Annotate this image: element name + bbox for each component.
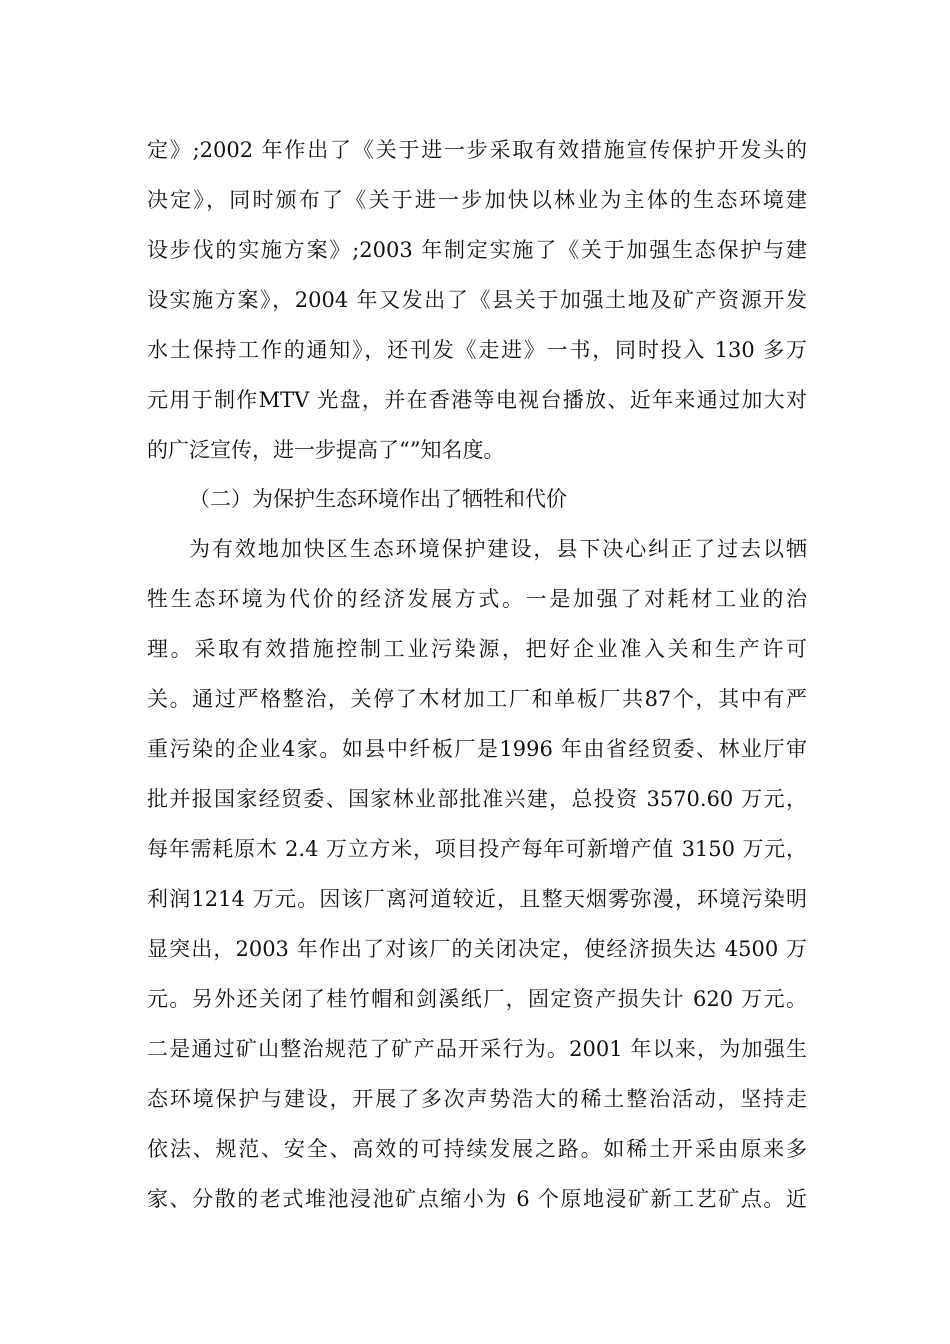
text-line: 显突出，2003 年作出了对该厂的关闭决定，使经济损失达 4500 万 [147, 937, 807, 961]
text-line: 元。另外还关闭了桂竹帽和剑溪纸厂，固定资产损失计 620 万元。 [147, 987, 807, 1011]
text-line: 设步伐的实施方案》;2003 年制定实施了《关于加强生态保护与建 [147, 238, 807, 262]
text-line: 每年需耗原木 2.4 万立方米，项目投产每年可新增产值 3150 万元， [147, 837, 807, 861]
text-line: 水土保持工作的通知》，还刊发《走进》一书，同时投入 130 多万 [147, 338, 807, 362]
text-line: 关。通过严格整治，关停了木材加工厂和单板厂共87个，其中有严 [147, 687, 807, 711]
text-line: 利润1214 万元。因该厂离河道较近，且整天烟雾弥漫，环境污染明 [147, 887, 807, 911]
text-line: 家、分散的老式堆池浸池矿点缩小为 6 个原地浸矿新工艺矿点。近 [147, 1187, 807, 1211]
text-line: 的广泛宣传，进一步提高了“”知名度。 [147, 438, 505, 462]
text-line: 决定》，同时颁布了《关于进一步加快以林业为主体的生态环境建 [147, 188, 807, 212]
text-line: 态环境保护与建设，开展了多次声势浩大的稀土整治活动，坚持走 [147, 1087, 807, 1111]
section-heading: （二）为保护生态环境作出了牺牲和代价 [189, 487, 567, 511]
text-line: 设实施方案》，2004 年又发出了《县关于加强土地及矿产资源开发 [147, 288, 807, 312]
text-line: 依法、规范、安全、高效的可持续发展之路。如稀土开采由原来多 [147, 1137, 807, 1161]
text-line: 理。采取有效措施控制工业污染源，把好企业准入关和生产许可 [147, 637, 807, 661]
paragraph-first-line: 为有效地加快区生态环境保护建设，县下决心纠正了过去以牺 [189, 537, 807, 561]
text-line: 二是通过矿山整治规范了矿产品开采行为。2001 年以来，为加强生 [147, 1037, 807, 1061]
text-line: 元用于制作MTV 光盘，并在香港等电视台播放、近年来通过加大对 [147, 388, 807, 412]
text-line: 牲生态环境为代价的经济发展方式。一是加强了对耗材工业的治 [147, 587, 807, 611]
text-line: 定》;2002 年作出了《关于进一步采取有效措施宣传保护开发头的 [147, 138, 807, 162]
text-line: 批并报国家经贸委、国家林业部批准兴建，总投资 3570.60 万元， [147, 787, 807, 811]
text-line: 重污染的企业4家。如县中纤板厂是1996 年由省经贸委、林业厅审 [147, 737, 807, 761]
